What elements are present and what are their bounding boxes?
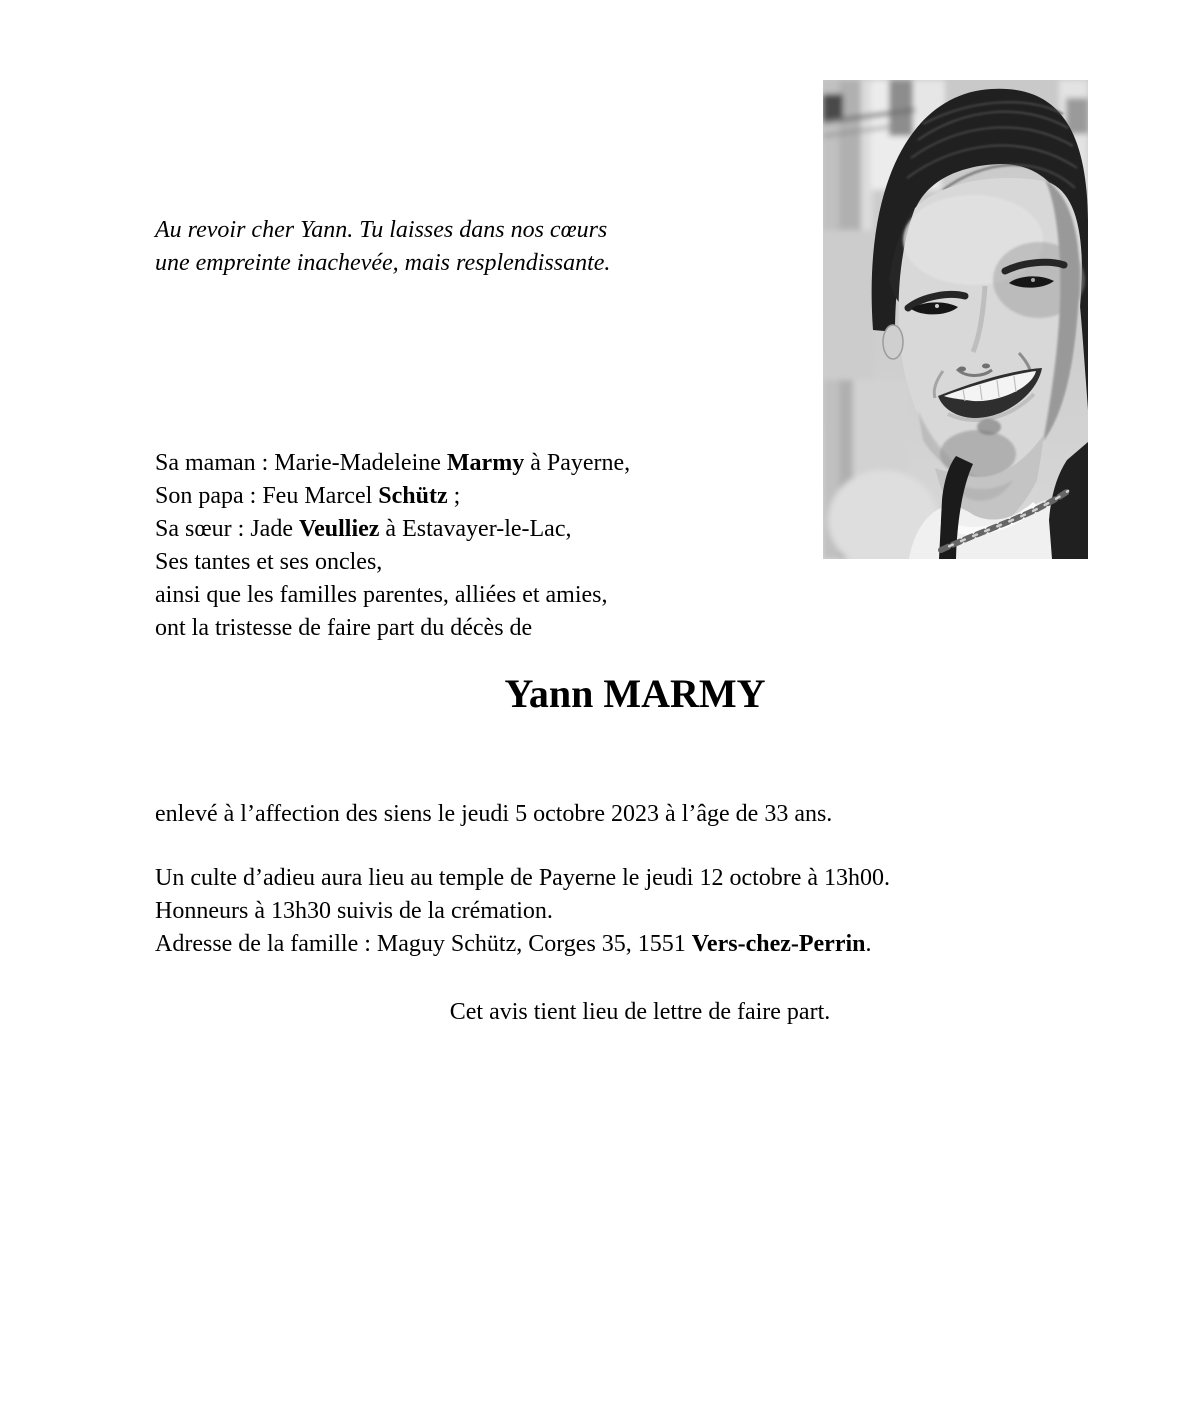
family-papa-name: Schütz [378, 483, 448, 509]
family-line-soeur [155, 513, 630, 546]
ceremony-line-culte: Un culte d’adieu aura lieu au temple de Payerne le jeudi 12 octobre à 13h00. [155, 865, 891, 891]
deceased-name: Yann MARMY [504, 671, 766, 716]
closing-line: Cet avis tient lieu de lettre de faire part. [449, 999, 831, 1025]
epitaph-line-2: une empreinte inachevée, mais resplendissante. [155, 250, 611, 276]
portrait-photo-image [823, 80, 1088, 559]
ceremony-line-honneurs: Honneurs à 13h30 suivis de la crémation. [155, 898, 553, 924]
epitaph-quote [155, 214, 610, 280]
family-maman-name: Marmy [446, 450, 525, 476]
family-soeur-name: Veulliez [298, 516, 380, 542]
family-maman-post: à Payerne, [524, 450, 631, 476]
family-papa-pre: Son papa : Feu Marcel [155, 483, 379, 509]
family-line-tristesse: ont la tristesse de faire part du décès de [155, 615, 533, 641]
family-line-papa [155, 480, 630, 513]
portrait-photo [823, 80, 1088, 559]
family-line-tantes: Ses tantes et ses oncles, [155, 549, 383, 575]
passing-line: enlevé à l’affection des siens le jeudi 5 octobre 2023 à l’âge de 33 ans. [155, 801, 833, 827]
family-soeur-post: à Estavayer-le-Lac, [379, 516, 572, 542]
family-block [155, 447, 630, 645]
family-papa-post: ; [447, 483, 461, 509]
family-maman-pre: Sa maman : Marie-Madeleine [155, 450, 447, 476]
ceremony-line-adresse [155, 928, 890, 961]
adresse-post: . [865, 931, 872, 957]
adresse-pre: Adresse de la famille : Maguy Schütz, Corges 35, 1551 [155, 931, 692, 957]
family-soeur-pre: Sa sœur : Jade [155, 516, 299, 542]
epitaph-line-1: Au revoir cher Yann. Tu laisses dans nos cœurs [155, 217, 608, 243]
adresse-locality: Vers-chez-Perrin [691, 931, 866, 957]
family-line-maman [155, 447, 630, 480]
family-line-familles: ainsi que les familles parentes, alliées et amies, [155, 582, 608, 608]
ceremony-block [155, 862, 890, 961]
